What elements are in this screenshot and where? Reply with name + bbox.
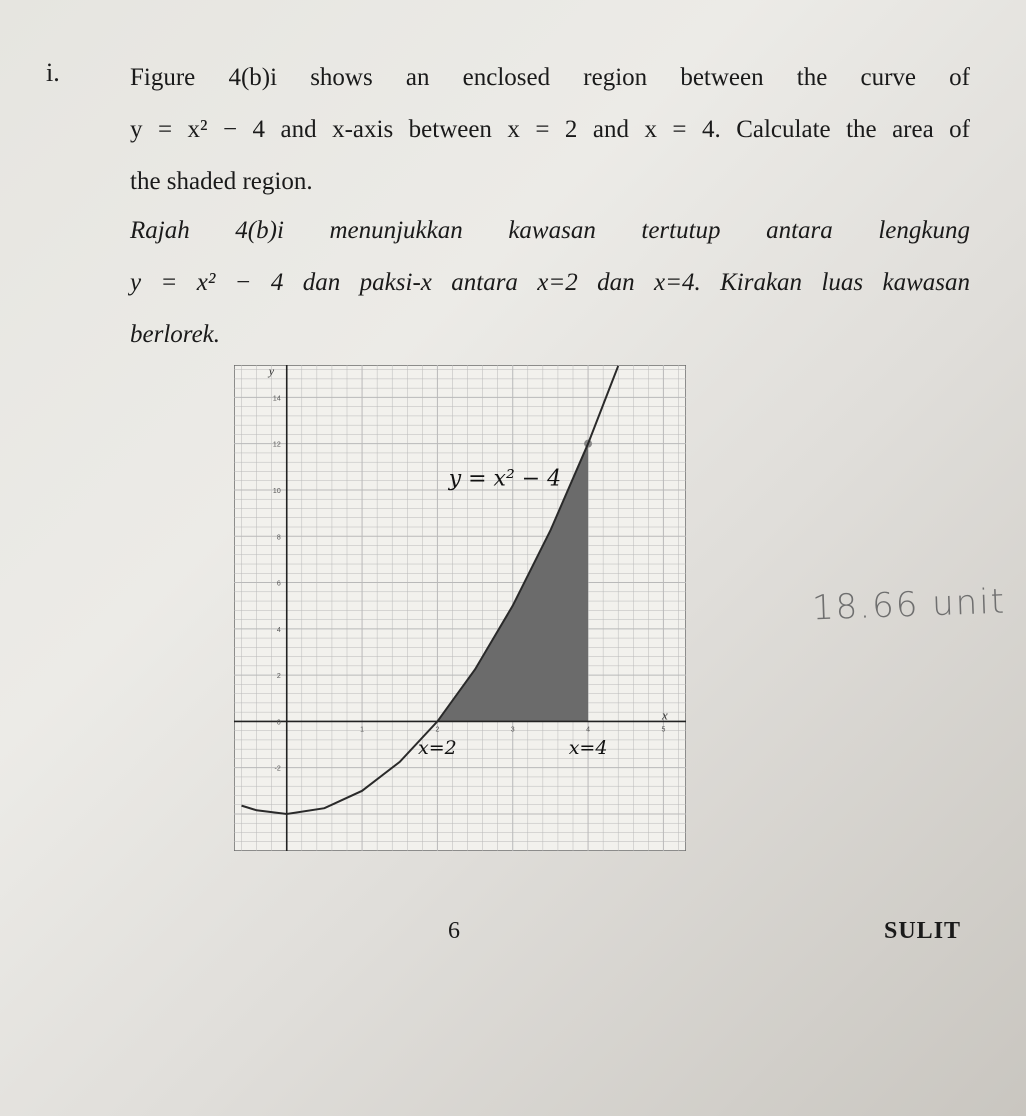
english-line-1: Figure 4(b)i shows an enclosed region between the curve of — [130, 64, 970, 91]
boundary-label-x4: x=4 — [568, 736, 608, 759]
y-tick-label: 12 — [272, 441, 281, 449]
y-tick-label: 4 — [276, 626, 281, 634]
boundary-label-x2: x=2 — [418, 736, 457, 759]
y-tick-label: 8 — [276, 534, 281, 542]
x-tick-label: 2 — [435, 726, 440, 734]
handwritten-answer: 18.66 unit — [811, 581, 1007, 629]
figure-graph — [234, 365, 686, 851]
x-axis-label: x — [662, 707, 668, 723]
question-text-malay — [130, 205, 970, 361]
x-tick-label: 4 — [586, 726, 591, 734]
y-tick-label: 10 — [272, 487, 281, 495]
malay-line-1: Rajah 4(b)i menunjukkan kawasan tertutup antara lengkung — [130, 217, 970, 244]
y-tick-label: 0 — [276, 719, 281, 727]
sulit-mark: SULIT — [884, 918, 962, 944]
english-line-2: y = x² − 4 and x-axis between x = 2 and x = 4. Calculate the area of — [130, 116, 970, 143]
english-line-3: the shaded region. — [130, 168, 313, 195]
graph-svg — [234, 365, 686, 851]
x-tick-label: 1 — [360, 726, 365, 734]
question-text-english — [130, 52, 970, 208]
y-tick-label: -2 — [274, 765, 281, 773]
x-tick-label: 5 — [661, 726, 666, 734]
y-tick-label: 2 — [276, 673, 281, 681]
malay-line-3: berlorek. — [130, 321, 221, 348]
y-tick-label: 14 — [272, 395, 281, 403]
malay-line-2: y = x² − 4 dan paksi-x antara x=2 dan x=4. Kirakan luas kawasan — [130, 269, 970, 296]
x-tick-label: 3 — [510, 726, 515, 734]
y-tick-label: 6 — [276, 580, 281, 588]
curve-label: y = x² − 4 — [448, 466, 562, 492]
page-number: 6 — [448, 918, 460, 944]
y-axis-label: y — [268, 365, 275, 378]
question-number: i. — [46, 58, 60, 87]
